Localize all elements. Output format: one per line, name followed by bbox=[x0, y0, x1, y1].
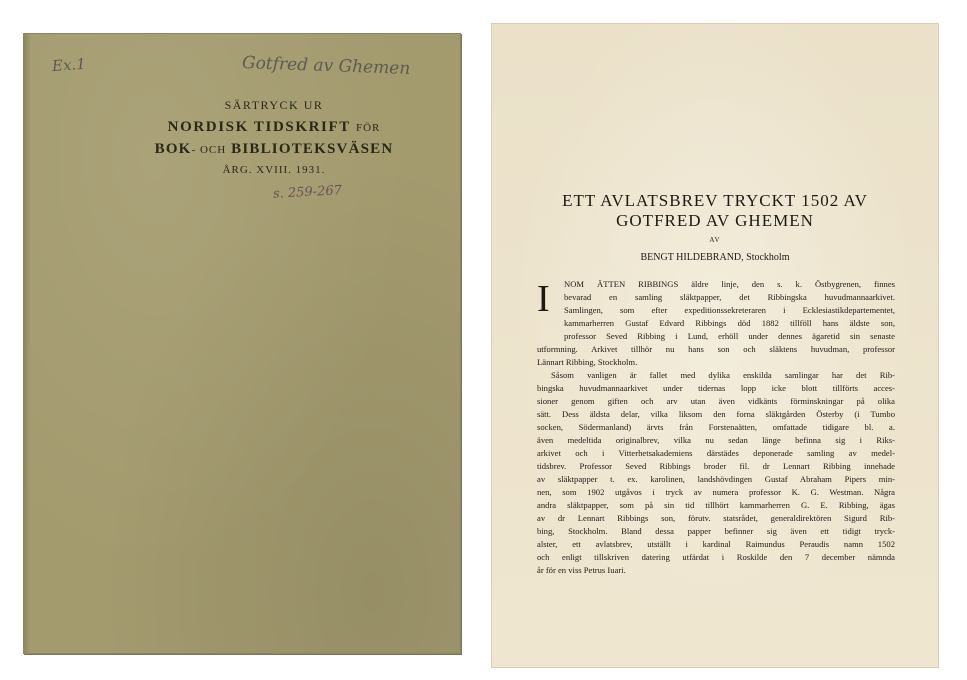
text-line: kammarherren Gustaf Edvard Ribbings död 1882 tillföll hans äldste son, bbox=[564, 318, 895, 328]
cover-journal-biblioteksvasen: BIBLIOTEKSVÄSEN bbox=[231, 141, 394, 157]
article-av: AV bbox=[709, 236, 721, 244]
handwritten-number: Ex.1 bbox=[51, 54, 87, 76]
cover-journal-och: - OCH bbox=[191, 144, 227, 156]
cover-journal-title: NORDISK TIDSKRIFT bbox=[167, 119, 351, 135]
article-title-line1: ETT AVLATSBREV TRYCKT 1502 AV bbox=[562, 191, 868, 210]
text-line: professor Seved Ribbing i Lund, erhöll under dennes ägaretid sin senaste bbox=[564, 331, 895, 341]
text-line: tidsbrev. Professor Seved Ribbings broder fil. dr Lennart Ribbing innehade bbox=[537, 461, 895, 471]
cover-offprint-label: SÄRTRYCK UR bbox=[224, 98, 324, 112]
text-line: bing, Stockholm. Bland dessa papper befinner sig även ett tidigt tryck- bbox=[537, 526, 895, 536]
cover-spine bbox=[24, 34, 30, 653]
text-line: NOM ÄTTEN RIBBINGS äldre linje, den s. k. Östbygrenen, finnes bbox=[564, 279, 895, 289]
article-body bbox=[537, 343, 895, 577]
article-byline: BENGT HILDEBRAND, Stockholm bbox=[640, 252, 790, 263]
article-first-paragraph-start bbox=[564, 278, 895, 343]
text-line: andra släktpapper, som på sin tid tillhört kammarherren G. E. Ribbing, ägas bbox=[537, 500, 895, 510]
text-line: av släktpapper t. ex. karolinen, landshövdingen Gustaf Abraham Pipers min- bbox=[537, 474, 895, 484]
cover-journal-name-line2 bbox=[124, 141, 424, 158]
text-line: arkivet och i Vitterhetsakademiens därstädes deponerade samling av medel- bbox=[537, 448, 895, 458]
cover-journal-name-line1 bbox=[124, 119, 424, 136]
article-title-line2: GOTFRED AV GHEMEN bbox=[616, 211, 814, 230]
text-line: sätt. Dess äldsta delar, vilka liksom den forna släktgården Österby (i Tumbo bbox=[537, 409, 895, 419]
cover-volume-year: ÅRG. XVIII. 1931. bbox=[222, 164, 326, 176]
text-line: sioner genom giften och arv utan även vidkänts förminskningar på olika bbox=[537, 396, 895, 406]
handwritten-author: Gotfred av Ghemen bbox=[241, 53, 411, 79]
text-line: även medeltida originalbrev, vilka nu sedan länge befinna sig i Riks- bbox=[537, 435, 895, 445]
text-line: Lännart Ribbing, Stockholm. bbox=[537, 357, 638, 367]
handwritten-pages: s. 259-267 bbox=[272, 183, 343, 202]
cover-journal-for: FÖR bbox=[355, 122, 381, 134]
text-line: bingska huvudmannaarkivet under tidernas lopp icke blott tillförts acces- bbox=[537, 383, 895, 393]
text-line: Såsom vanligen är fallet med dylika enskilda samlingar har det Rib- bbox=[551, 370, 895, 380]
text-line: alster, ett avlatsbrev, utställt i kardinal Raimundus Peraudis namn 1502 bbox=[537, 539, 895, 549]
text-line: av dr Lennart Ribbings son, förutv. statsrådet, generaldirektören Sigurd Rib- bbox=[537, 513, 895, 523]
text-line: bevarad en samling släktpapper, det Ribbingska huvudmannaarkivet. bbox=[564, 292, 895, 302]
text-line: år för en viss Petrus Iuari. bbox=[537, 565, 626, 575]
text-line: socken, Södermanland) ärvts från Forstenaätten, omfattade tidigare bl. a. bbox=[537, 422, 895, 432]
text-line: nen, som 1902 utgåvos i tryck av numera professor K. G. Westman. Några bbox=[537, 487, 895, 497]
text-line: utformning. Arkivet tillhör nu hans son och släktens huvudman, professor bbox=[537, 344, 895, 354]
pamphlet-cover bbox=[23, 33, 461, 654]
text-line: Samlingen, som efter expeditionssekreteraren i Ecklesiastikdepartementet, bbox=[564, 305, 895, 315]
article-page bbox=[491, 23, 939, 668]
cover-journal-bok: BOK bbox=[154, 141, 192, 157]
text-line: och enligt tillskriven datering utfärdat i Roskilde den 7 december nämnda bbox=[537, 552, 895, 562]
drop-cap: I bbox=[537, 278, 550, 320]
